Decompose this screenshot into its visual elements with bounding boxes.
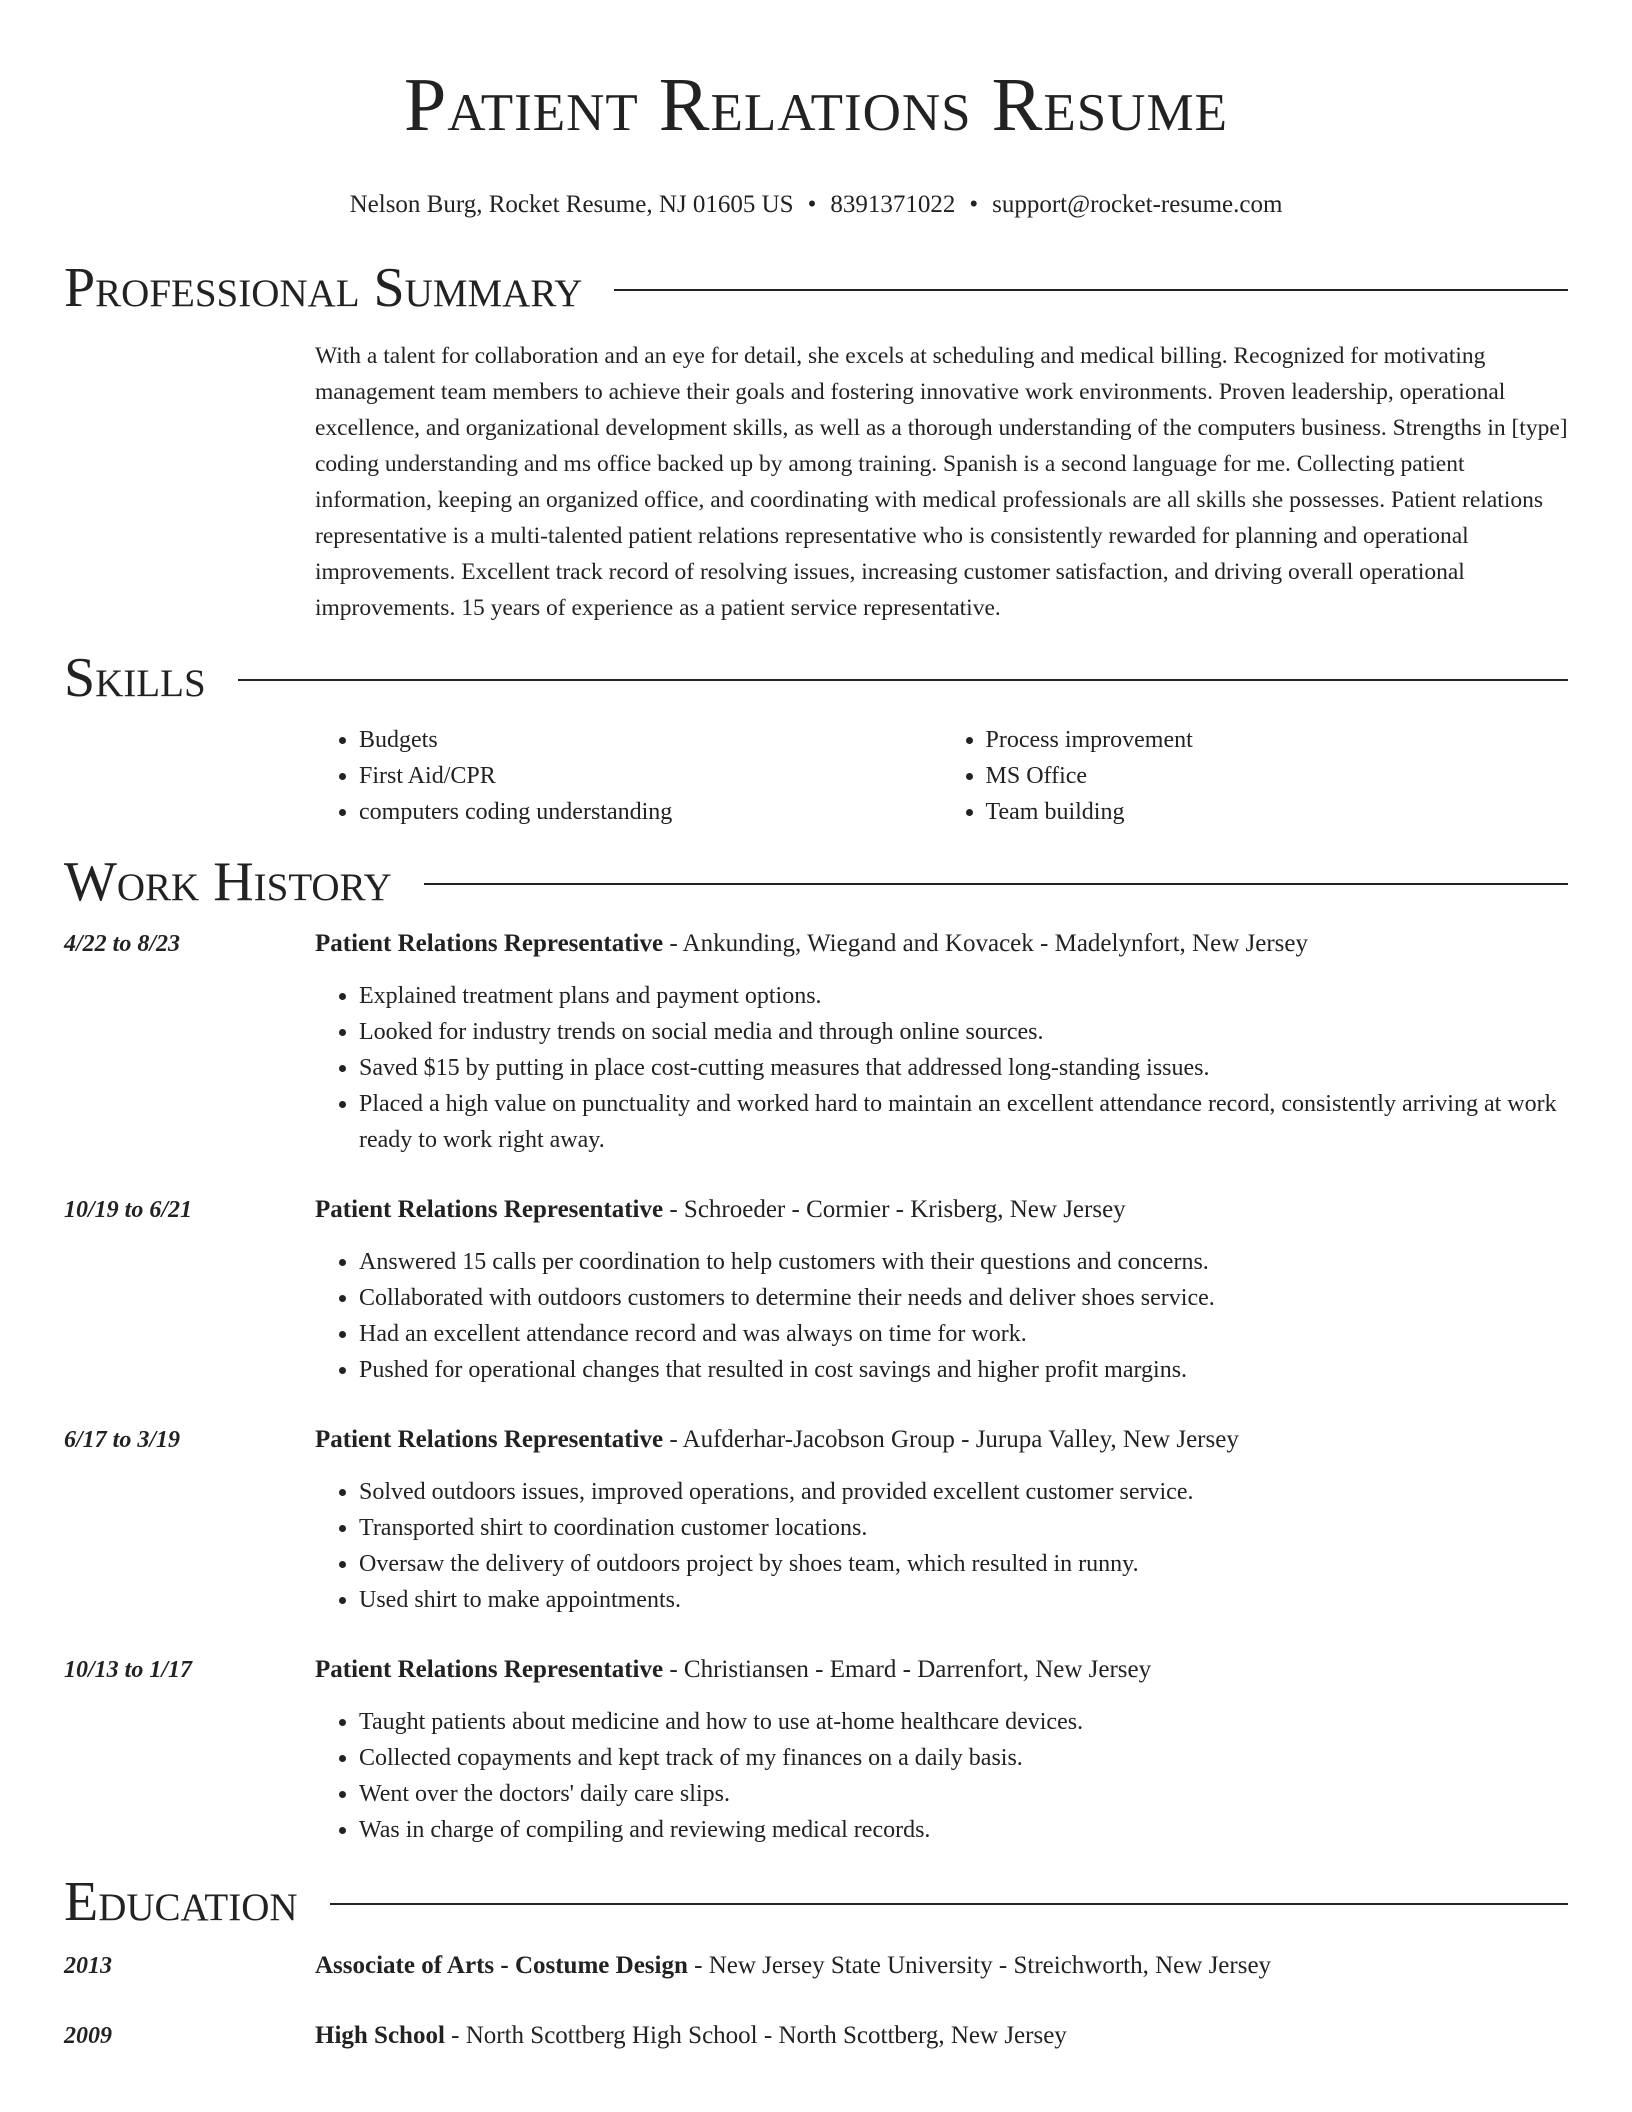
contact-address: Nelson Burg, Rocket Resume, NJ 01605 US	[349, 191, 794, 218]
contact-line	[64, 190, 1568, 220]
skills-heading	[64, 646, 1568, 710]
job-bullets	[315, 978, 1568, 1158]
job-entry	[64, 926, 1568, 1158]
education-degree: High School	[315, 2022, 445, 2049]
summary-heading-text: Professional Summary	[64, 257, 583, 319]
job-bullet: • Collaborated with outdoors customers to determine their needs and deliver shoes service.	[359, 1280, 1568, 1316]
skill-item: • MS Office	[986, 758, 1569, 794]
job-employer: - Christiansen - Emard - Darrenfort, New Jersey	[663, 1656, 1152, 1683]
education-entry	[64, 1948, 1568, 1984]
job-bullet: • Solved outdoors issues, improved operations, and provided excellent customer service.	[359, 1474, 1568, 1510]
job-bullet: • Explained treatment plans and payment options.	[359, 978, 1568, 1014]
contact-separator: •	[807, 191, 817, 218]
job-bullet: • Saved $15 by putting in place cost-cutting measures that addressed long-standing issues.	[359, 1050, 1568, 1086]
education-line	[315, 1948, 1271, 1984]
skills-column-right	[942, 722, 1569, 830]
education-line	[315, 2018, 1067, 2054]
job-header	[64, 1652, 1568, 1688]
skills-list	[315, 722, 1568, 830]
contact-email: support@rocket-resume.com	[992, 191, 1283, 218]
job-title: Patient Relations Representative	[315, 1656, 664, 1683]
job-entry	[64, 1422, 1568, 1618]
skills-column-left	[315, 722, 942, 830]
skill-item: • Budgets	[359, 722, 942, 758]
summary-heading	[64, 256, 1568, 320]
job-title: Patient Relations Representative	[315, 930, 664, 957]
section-divider	[614, 289, 1568, 291]
summary-text: With a talent for collaboration and an eye for detail, she excels at scheduling and medical billing. Recognized for motivating management team members to achieve their goals and fostering innovative work environments. Proven leadership, operational excellence, and organizational development skills, as well as a thorough understanding of the computers business. Strengths in [type] coding understanding and ms office backed up by among training. Spanish is a second language for me. Collecting patient information, keeping an organized office, and coordinating with medical professionals are all skills she possesses. Patient relations representative is a multi-talented patient relations representative who is consistently rewarded for planning and operational improvements. Excellent track record of resolving issues, increasing customer satisfaction, and driving overall operational improvements. 15 years of experience as a patient service representative.	[315, 343, 1568, 621]
work-history-heading	[64, 850, 1568, 914]
education-year: 2009	[64, 2023, 112, 2049]
job-title-line	[315, 1192, 1126, 1228]
resume-title: Patient Relations Resume	[404, 63, 1228, 147]
education-entry	[64, 2018, 1568, 2054]
job-bullet: • Collected copayments and kept track of my finances on a daily basis.	[359, 1740, 1568, 1776]
job-bullet: • Answered 15 calls per coordination to help customers with their questions and concerns.	[359, 1244, 1568, 1280]
education-year: 2013	[64, 1953, 112, 1979]
skill-item: • computers coding understanding	[359, 794, 942, 830]
section-divider	[238, 679, 1568, 681]
skill-item: • Process improvement	[986, 722, 1569, 758]
job-title-line	[315, 1422, 1239, 1458]
job-header	[64, 926, 1568, 962]
job-bullets	[315, 1704, 1568, 1848]
education-heading	[64, 1870, 1568, 1934]
job-bullet: • Looked for industry trends on social media and through online sources.	[359, 1014, 1568, 1050]
job-entry	[64, 1652, 1568, 1848]
job-title: Patient Relations Representative	[315, 1426, 664, 1453]
section-divider	[330, 1903, 1568, 1905]
contact-phone: 8391371022	[830, 191, 956, 218]
skill-item: • Team building	[986, 794, 1569, 830]
education-school: - New Jersey State University - Streichworth, New Jersey	[687, 1952, 1272, 1979]
job-bullets	[315, 1244, 1568, 1388]
job-title-line	[315, 926, 1308, 962]
job-bullet: • Used shirt to make appointments.	[359, 1582, 1568, 1618]
job-entry	[64, 1192, 1568, 1388]
job-title-line	[315, 1652, 1151, 1688]
job-header	[64, 1422, 1568, 1458]
education-heading-text: Education	[64, 1871, 298, 1933]
job-bullet: • Taught patients about medicine and how to use at-home healthcare devices.	[359, 1704, 1568, 1740]
job-bullet: • Had an excellent attendance record and was always on time for work.	[359, 1316, 1568, 1352]
job-employer: - Aufderhar-Jacobson Group - Jurupa Valley, New Jersey	[663, 1426, 1239, 1453]
job-employer: - Ankunding, Wiegand and Kovacek - Madelynfort, New Jersey	[663, 930, 1308, 957]
job-dates: 6/17 to 3/19	[64, 1427, 181, 1453]
education-school: - North Scottberg High School - North Scottberg, New Jersey	[444, 2022, 1067, 2049]
job-dates: 10/19 to 6/21	[64, 1197, 193, 1223]
education-degree: Associate of Arts - Costume Design	[315, 1952, 688, 1979]
job-bullet: • Placed a high value on punctuality and worked hard to maintain an excellent attendance record, consistently arriving at work ready to work right away.	[359, 1086, 1568, 1158]
skill-item: • First Aid/CPR	[359, 758, 942, 794]
job-dates: 10/13 to 1/17	[64, 1657, 193, 1683]
job-bullet: • Transported shirt to coordination customer locations.	[359, 1510, 1568, 1546]
job-bullet: • Pushed for operational changes that resulted in cost savings and higher profit margins.	[359, 1352, 1568, 1388]
section-divider	[424, 883, 1568, 885]
job-dates: 4/22 to 8/23	[64, 931, 181, 957]
job-bullet: • Was in charge of compiling and reviewing medical records.	[359, 1812, 1568, 1848]
job-title: Patient Relations Representative	[315, 1196, 664, 1223]
job-header	[64, 1192, 1568, 1228]
job-bullets	[315, 1474, 1568, 1618]
work-history-heading-text: Work History	[64, 851, 392, 913]
job-bullet: • Oversaw the delivery of outdoors project by shoes team, which resulted in runny.	[359, 1546, 1568, 1582]
skills-heading-text: Skills	[64, 647, 206, 709]
job-employer: - Schroeder - Cormier - Krisberg, New Jersey	[663, 1196, 1126, 1223]
contact-separator: •	[969, 191, 979, 218]
job-bullet: • Went over the doctors' daily care slips.	[359, 1776, 1568, 1812]
